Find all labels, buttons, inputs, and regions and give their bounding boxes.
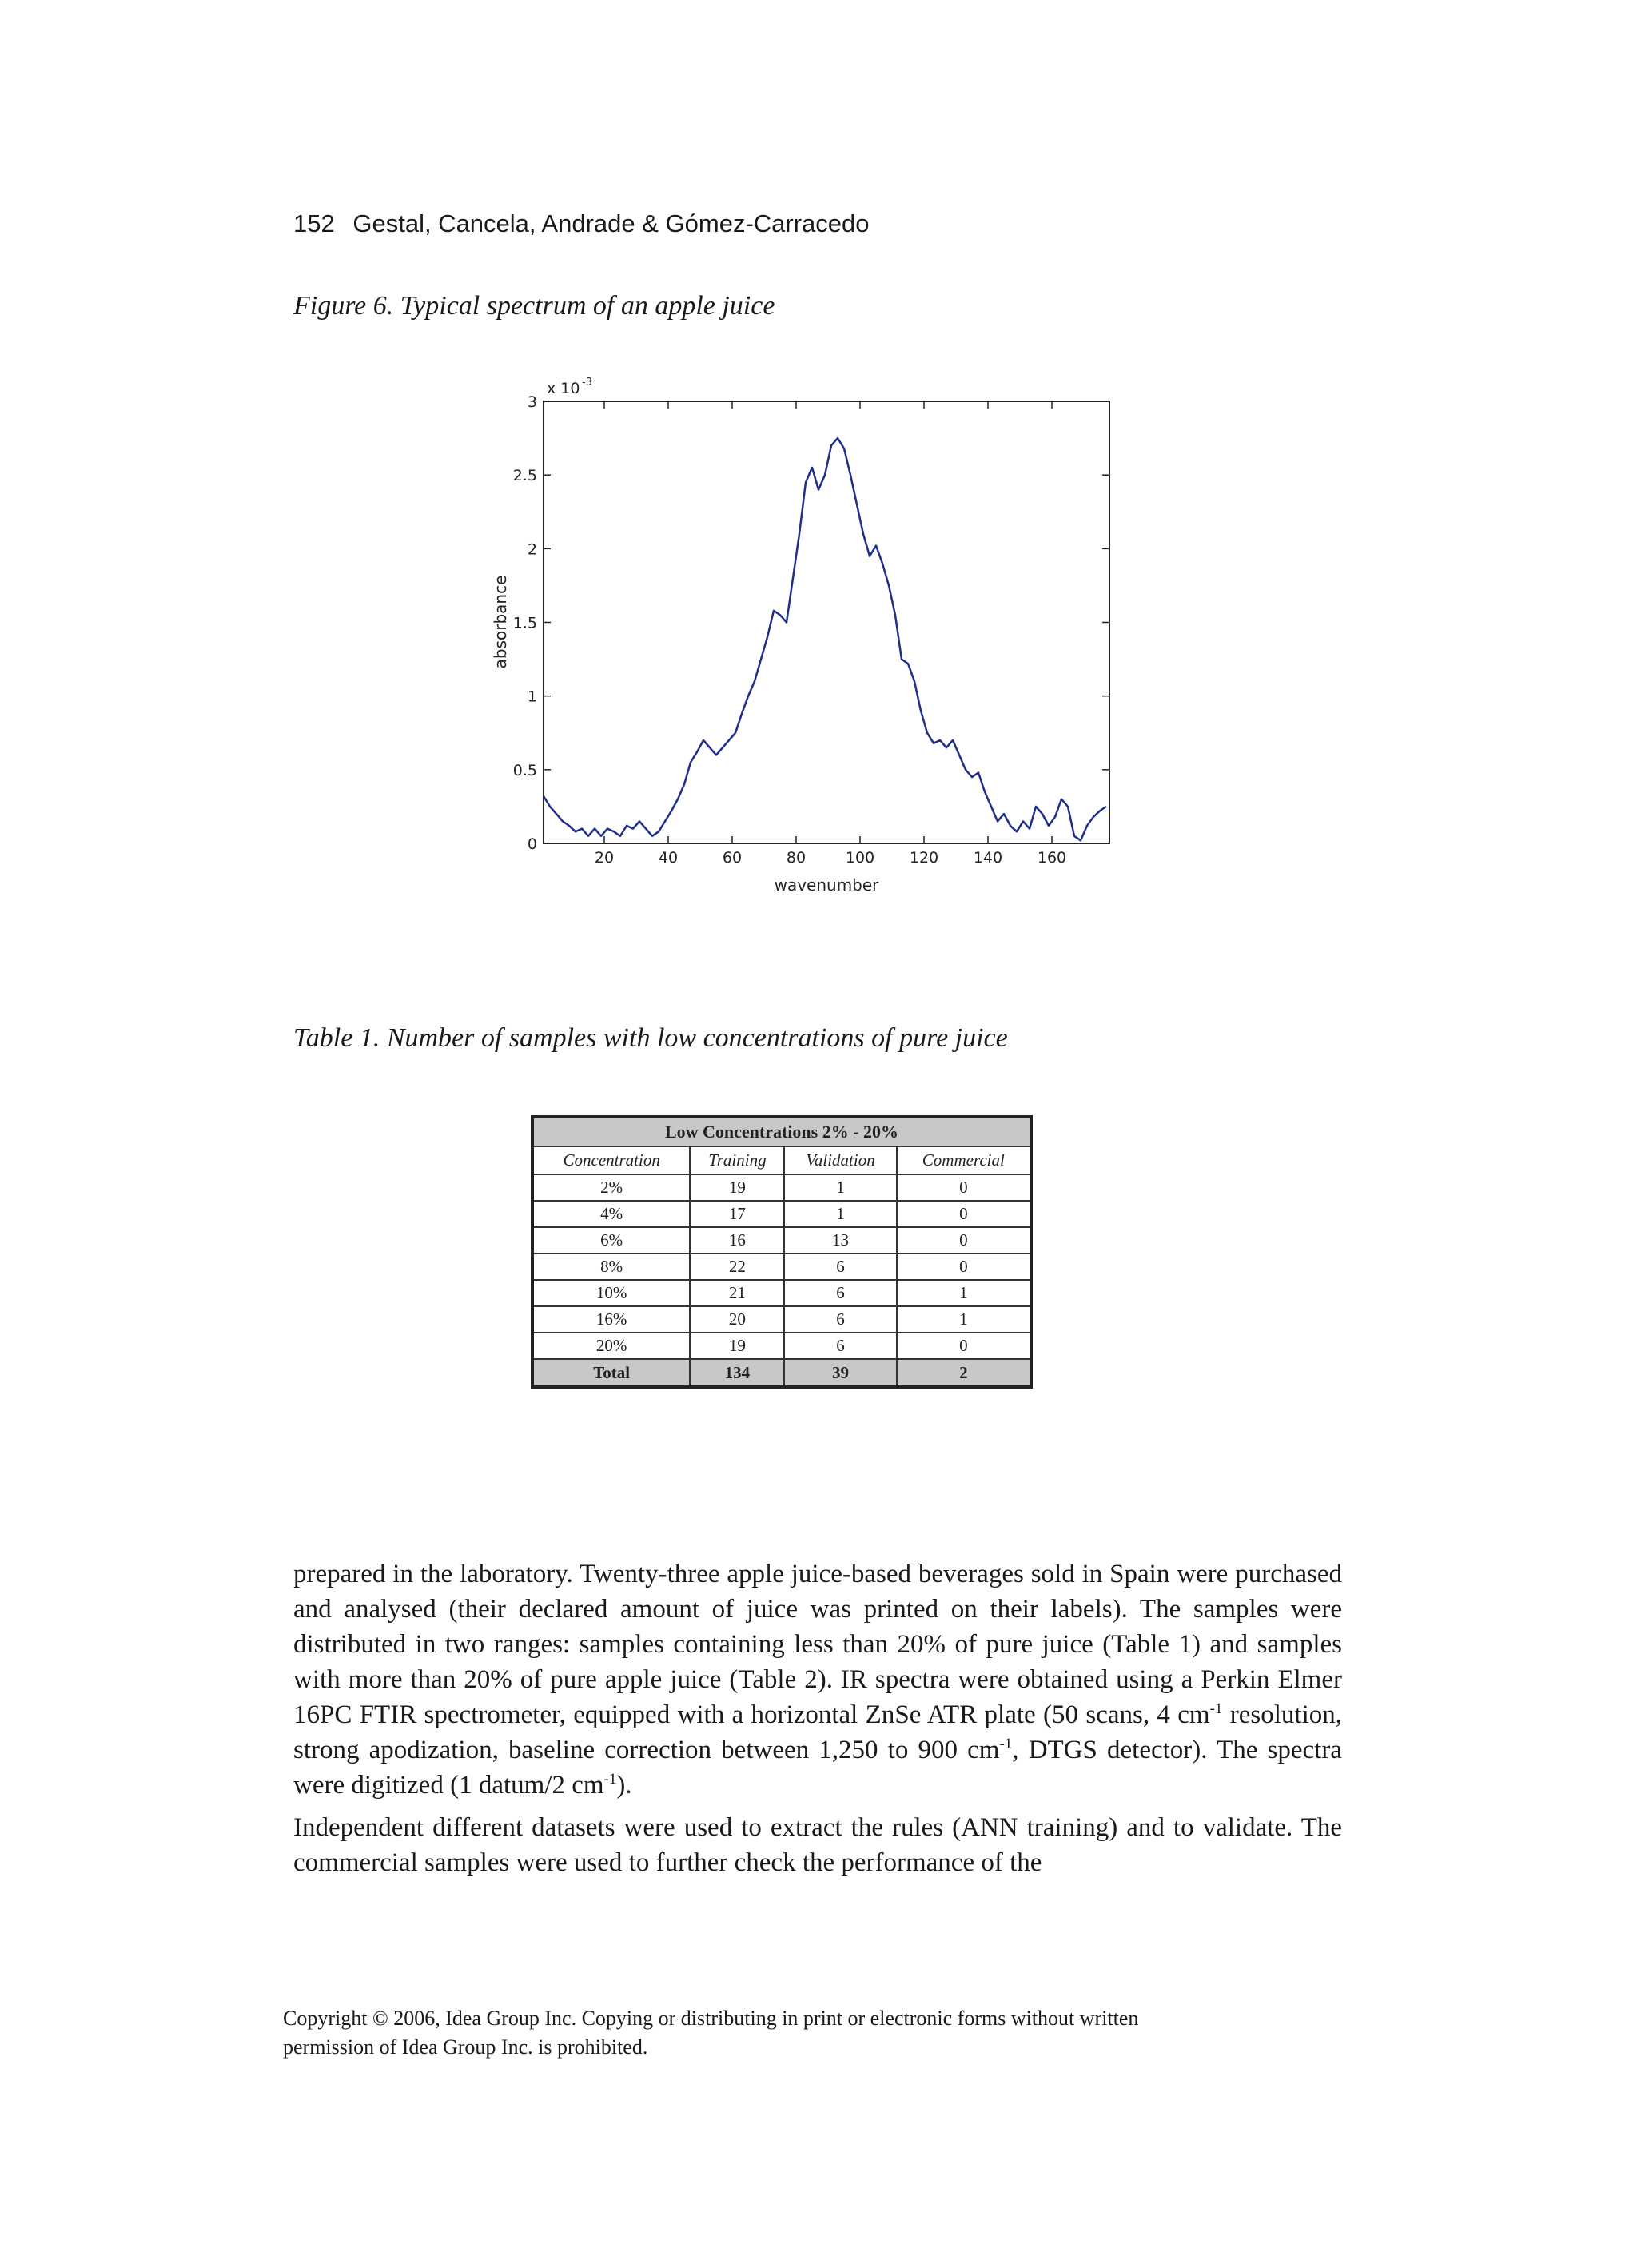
col-header: Commercial [897, 1146, 1031, 1174]
col-header: Validation [784, 1146, 896, 1174]
footer-line: Copyright © 2006, Idea Group Inc. Copying or distributing in print or electronic forms without written [283, 2007, 1139, 2030]
table-cell: 1 [784, 1201, 896, 1227]
table-cell: 4% [532, 1201, 690, 1227]
x-tick-label: 100 [845, 849, 875, 867]
table-title: Low Concentrations 2% - 20% [532, 1117, 1031, 1146]
x-tick-label: 120 [909, 849, 939, 867]
header-authors: Gestal, Cancela, Andrade & Gómez-Carracedo [352, 209, 870, 237]
col-header: Concentration [532, 1146, 690, 1174]
superscript: -1 [603, 1771, 617, 1788]
table-row [532, 1254, 1031, 1280]
table-cell: 6 [784, 1306, 896, 1333]
table-cell: 6% [532, 1227, 690, 1254]
text-run: prepared in the laboratory. Twenty-three apple juice-based beverages sold in Spain were purchased and analysed (their declared amount of juice was printed on their labels). The samples were distributed in two ranges: samples containing less than 20% of pure juice (Table 1) and samples with more than 20% of pure apple juice (Table 2). IR spectra were obtained using a Perkin Elmer 16PC FTIR spectrometer, equipped with a horizontal ZnSe ATR plate (50 scans, 4 cm [293, 1560, 1342, 1729]
table-cell: 2 [897, 1359, 1031, 1387]
table-cell: 19 [690, 1333, 784, 1359]
table-cell: 1 [897, 1306, 1031, 1333]
y-tick-label: 3 [527, 393, 537, 411]
table-cell: 21 [690, 1280, 784, 1306]
y-axis-label: absorbance [491, 575, 510, 669]
body-text [293, 1557, 1342, 1887]
table-cell: 16% [532, 1306, 690, 1333]
table-row [532, 1201, 1031, 1227]
table-row [532, 1306, 1031, 1333]
y-tick-label: 0.5 [512, 761, 537, 779]
table-cell: 2% [532, 1174, 690, 1201]
paragraph: Independent different datasets were used to extract the rules (ANN training) and to validate. The commercial samples were used to further check the performance of the [293, 1813, 1342, 1877]
table-total-row [532, 1359, 1031, 1387]
table-cell: 1 [897, 1280, 1031, 1306]
y-tick-label: 1.5 [512, 614, 537, 632]
y-multiplier-label: x 10 [547, 380, 580, 397]
table-cell: 6 [784, 1280, 896, 1306]
table-cell: 0 [897, 1227, 1031, 1254]
spectrum-chart [480, 369, 1119, 913]
copyright-footer [283, 2004, 1338, 2062]
paragraph [293, 1557, 1342, 1803]
table-cell: 20% [532, 1333, 690, 1359]
table-cell: 39 [784, 1359, 896, 1387]
table-cell: 0 [897, 1201, 1031, 1227]
table-cell: 0 [897, 1333, 1031, 1359]
table-cell: 20 [690, 1306, 784, 1333]
table-row [532, 1333, 1031, 1359]
table-cell: 19 [690, 1174, 784, 1201]
y-tick-label: 2 [527, 540, 537, 559]
table-cell: 10% [532, 1280, 690, 1306]
superscript: -1 [999, 1736, 1013, 1752]
figure-caption: Figure 6. Typical spectrum of an apple juice [293, 291, 775, 321]
y-tick-label: 0 [527, 835, 537, 853]
table-cell: 13 [784, 1227, 896, 1254]
x-axis-label: wavenumber [774, 875, 879, 895]
page-number: 152 [293, 209, 335, 237]
table-cell: 6 [784, 1333, 896, 1359]
table-row [532, 1174, 1031, 1201]
table-caption: Table 1. Number of samples with low concentrations of pure juice [293, 1023, 1008, 1053]
running-header [293, 209, 870, 238]
table-cell: 8% [532, 1254, 690, 1280]
samples-table [531, 1115, 1033, 1389]
x-tick-label: 40 [658, 849, 679, 867]
table-cell: Total [532, 1359, 690, 1387]
table-row [532, 1227, 1031, 1254]
table-cell: 6 [784, 1254, 896, 1280]
y-tick-label: 1 [527, 688, 537, 706]
table-cell: 16 [690, 1227, 784, 1254]
x-tick-label: 60 [722, 849, 743, 867]
x-tick-label: 80 [786, 849, 807, 867]
x-tick-label: 160 [1037, 849, 1067, 867]
table-row [532, 1280, 1031, 1306]
y-multiplier-exponent: -3 [582, 377, 592, 389]
table-cell: 22 [690, 1254, 784, 1280]
text-run: ). [616, 1771, 632, 1800]
table-cell: 17 [690, 1201, 784, 1227]
table-cell: 0 [897, 1254, 1031, 1280]
y-tick-label: 2.5 [512, 467, 537, 485]
text-run: resolution, strong apodization, baseline correction between 1,250 to 900 cm [293, 1700, 1342, 1764]
x-tick-label: 20 [594, 849, 615, 867]
footer-line: permission of Idea Group Inc. is prohibited. [283, 2035, 648, 2059]
x-tick-label: 140 [973, 849, 1003, 867]
col-header: Training [690, 1146, 784, 1174]
table-cell: 134 [690, 1359, 784, 1387]
text-run: , DTGS detector). The spectra were digitized (1 datum/2 cm [293, 1736, 1342, 1800]
table-cell: 1 [784, 1174, 896, 1201]
table-cell: 0 [897, 1174, 1031, 1201]
superscript: -1 [1209, 1700, 1223, 1717]
